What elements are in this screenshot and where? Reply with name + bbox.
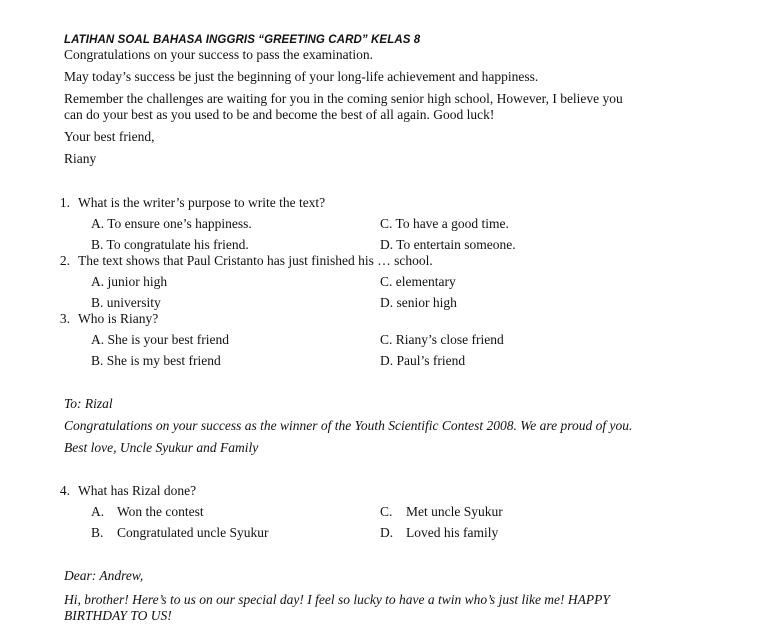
option-a — [91, 504, 380, 520]
option-d: D. Paul’s friend — [380, 353, 466, 368]
card3-recipient: Dear: Andrew, — [64, 568, 144, 583]
card1-closing: Your best friend, — [64, 129, 155, 144]
options-row-2 — [91, 353, 724, 369]
card2-recipient: To: Rizal — [64, 396, 113, 411]
option-letter: C. — [380, 504, 393, 519]
question-number: 2. — [59, 253, 70, 268]
option-a: A. She is your best friend — [91, 332, 229, 347]
card1-line-2: May today’s success be just the beginning of your long-life achievement and happiness. — [64, 69, 539, 84]
option-d — [380, 525, 498, 541]
question-1 — [59, 195, 724, 211]
card2-sender: Best love, Uncle Syukur and Family — [64, 440, 259, 455]
card3-line-1: Hi, brother! Here’s to us on our special day! I feel so lucky to have a twin who’s just like me! HAPPY — [64, 592, 610, 607]
options-row-1 — [91, 504, 724, 520]
options-row-1 — [91, 332, 724, 348]
option-c: C. To have a good time. — [380, 216, 509, 231]
question-text: Who is Riany? — [78, 311, 159, 326]
option-letter: A. — [91, 504, 105, 519]
card1-sender: Riany — [64, 151, 97, 166]
option-c: C. elementary — [380, 274, 456, 289]
card2-message: Congratulations on your success as the winner of the Youth Scientific Contest 2008. We are proud of you. — [64, 418, 633, 433]
options-row-2 — [91, 525, 724, 541]
worksheet — [59, 33, 724, 624]
option-d: D. senior high — [380, 295, 457, 310]
card1-line-1: Congratulations on your success to pass the examination. — [64, 47, 373, 62]
option-a: A. junior high — [91, 274, 168, 289]
option-b — [91, 525, 380, 541]
question-text: The text shows that Paul Cristanto has just finished his … school. — [78, 253, 433, 268]
page-title: LATIHAN SOAL BAHASA INGGRIS “GREETING CARD” KELAS 8 — [64, 34, 421, 46]
question-text: What is the writer’s purpose to write the text? — [78, 195, 326, 210]
option-d: D. To entertain someone. — [380, 237, 516, 252]
option-b: B. university — [91, 295, 161, 310]
option-text: Met uncle Syukur — [406, 504, 503, 519]
question-3 — [59, 311, 724, 327]
option-text: Loved his family — [406, 525, 499, 540]
card3-line-2: BIRTHDAY TO US! — [64, 608, 172, 623]
question-number: 3. — [59, 311, 70, 326]
options-row-1 — [91, 274, 724, 290]
question-text: What has Rizal done? — [78, 483, 197, 498]
option-text: Won the contest — [117, 504, 204, 519]
question-number: 4. — [59, 483, 70, 498]
option-c — [380, 504, 503, 520]
option-b: B. She is my best friend — [91, 353, 221, 368]
option-text: Congratulated uncle Syukur — [117, 525, 269, 540]
option-letter: B. — [91, 525, 104, 540]
card1-line-3b: can do your best as you used to be and become the best of all again. Good luck! — [64, 107, 495, 122]
card1-line-3a: Remember the challenges are waiting for you in the coming senior high school, However, I believe you — [64, 91, 623, 106]
question-2 — [59, 253, 724, 269]
question-number: 1. — [59, 195, 70, 210]
option-b: B. To congratulate his friend. — [91, 237, 249, 252]
options-row-2 — [91, 295, 724, 311]
options-row-2 — [91, 237, 724, 253]
question-4 — [59, 483, 724, 499]
option-letter: D. — [380, 525, 394, 540]
option-a: A. To ensure one’s happiness. — [91, 216, 252, 231]
option-c: C. Riany’s close friend — [380, 332, 504, 347]
options-row-1 — [91, 216, 724, 232]
